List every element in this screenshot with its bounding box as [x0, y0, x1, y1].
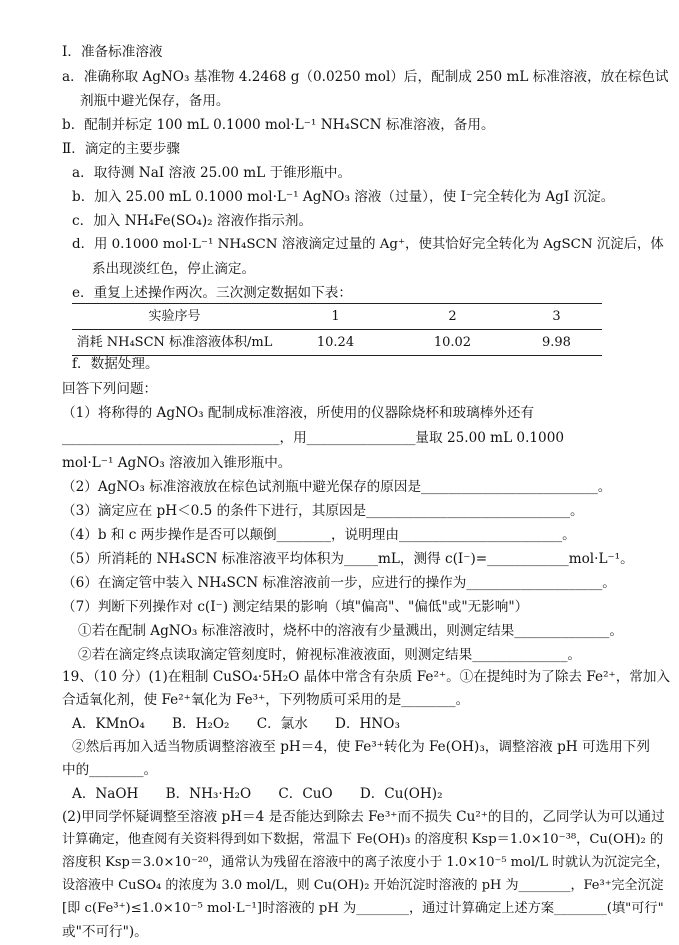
question-6: （6）在滴定管中装入 NH₄SCN 标准溶液前一步，应进行的操作为____________________。: [62, 575, 616, 591]
table-header-cell: 3: [552, 308, 561, 324]
problem-19-options-2: A．NaOH B．NH₃·H₂O C．CuO D．Cu(OH)₂: [72, 786, 443, 802]
question-7-part-2: ②若在滴定终点读取滴定管刻度时，俯视标准液液面，则测定结果______________。: [78, 647, 581, 663]
problem-19-part-2-line-2: 计算确定，他查阅有关资料得到如下数据，常温下 Fe(OH)₃ 的溶度积 Ksp＝1.0×10⁻³⁸，Cu(OH)₂ 的: [62, 832, 664, 847]
question-4: （4）b 和 c 两步操作是否可以颠倒________，说明理由________________________。: [62, 527, 576, 543]
step-1a-cont: 剂瓶中避光保存，备用。: [80, 93, 230, 109]
table-header-row: [72, 304, 602, 330]
problem-19-part-2-line-6: 或"不可行")。: [62, 924, 148, 940]
table-header-cell: 1: [331, 308, 340, 324]
section-1-heading: Ⅰ．准备标准溶液: [62, 44, 163, 60]
titration-data-table: [72, 303, 602, 356]
problem-19-part-2-line-3: 溶度积 Ksp＝3.0×10⁻²⁰，通常认为残留在溶液中的离子浓度小于 1.0×10⁻⁵ mol/L 时就认为沉淀完全，: [62, 855, 670, 870]
table-header-cell: 实验序号: [148, 308, 201, 324]
question-1-cont: mol·L⁻¹ AgNO₃ 溶液加入锥形瓶中。: [62, 455, 292, 471]
table-cell: 10.02: [433, 334, 472, 350]
question-1: （1）将称得的 AgNO₃ 配制成标准溶液，所使用的仪器除烧杯和玻璃棒外还有: [62, 405, 535, 421]
step-2e: e．重复上述操作两次。三次测定数据如下表：: [72, 285, 352, 301]
step-1a: a．准确称取 AgNO₃ 基准物 4.2468 g（0.0250 mol）后，配制成 250 mL 标准溶液，放在棕色试: [62, 69, 669, 85]
table-cell: 10.24: [316, 334, 355, 350]
step-2c: c．加入 NH₄Fe(SO₄)₂ 溶液作指示剂。: [72, 213, 313, 229]
question-2: （2）AgNO₃ 标准溶液放在棕色试剂瓶中避光保存的原因是__________________________。: [62, 479, 612, 495]
question-7-part-1: ①若在配制 AgNO₃ 标准溶液时，烧杯中的溶液有少量溅出，则测定结果______________。: [78, 623, 624, 639]
table-header-cell: 2: [448, 308, 457, 324]
problem-19-part-2-line-4: 设溶液中 CuSO₄ 的浓度为 3.0 mol/L，则 Cu(OH)₂ 开始沉淀时溶液的 pH 为________，Fe³⁺完全沉淀: [62, 878, 664, 893]
step-2f: f．数据处理。: [72, 356, 159, 372]
problem-19-step-2: ②然后再加入适当物质调整溶液至 pH＝4，使 Fe³⁺转化为 Fe(OH)₃，调整溶液 pH 可选用下列: [72, 739, 650, 755]
problem-19-part-2: (2)甲同学怀疑调整至溶液 pH＝4 是否能达到除去 Fe³⁺而不损失 Cu²⁺的目的，乙同学认为可以通过: [62, 809, 665, 825]
questions-intro: 回答下列问题：: [62, 381, 158, 397]
problem-19-step-2-cont: 中的________。: [62, 762, 158, 778]
table-row-label: 消耗 NH₄SCN 标准溶液体积/mL: [76, 334, 273, 350]
table-row: [72, 330, 602, 356]
step-1b: b．配制并标定 100 mL 0.1000 mol·L⁻¹ NH₄SCN 标准溶液，备用。: [62, 117, 495, 133]
question-1-blanks: ________________________________，用________________量取 25.00 mL 0.1000: [62, 430, 564, 446]
step-2d-cont: 系出现淡红色，停止滴定。: [92, 261, 256, 277]
step-2a: a．取待测 NaI 溶液 25.00 mL 于锥形瓶中。: [72, 165, 352, 181]
problem-19-intro-cont: 合适氧化剂，使 Fe²⁺氧化为 Fe³⁺，下列物质可采用的是________。: [62, 692, 470, 708]
question-5: （5）所消耗的 NH₄SCN 标准溶液平均体积为_____mL，测得 c(I⁻)=____________mol·L⁻¹。: [62, 551, 634, 567]
problem-19-intro: 19、（10 分）(1)在粗制 CuSO₄·5H₂O 晶体中常含有杂质 Fe²⁺。①在提纯时为了除去 Fe²⁺，常加入: [62, 669, 671, 685]
step-2b: b．加入 25.00 mL 0.1000 mol·L⁻¹ AgNO₃ 溶液（过量），使 I⁻完全转化为 AgI 沉淀。: [72, 189, 615, 205]
section-2-heading: Ⅱ．滴定的主要步骤: [62, 141, 180, 157]
problem-19-options-1: A．KMnO₄ B．H₂O₂ C．氯水 D．HNO₃: [72, 716, 400, 732]
problem-19-part-2-line-5: [即 c(Fe³⁺)≤1.0×10⁻⁵ mol·L⁻¹]时溶液的 pH 为________，通过计算确定上述方案________(填"可行": [62, 901, 664, 916]
step-2d: d．用 0.1000 mol·L⁻¹ NH₄SCN 溶液滴定过量的 Ag⁺，使其恰好完全转化为 AgSCN 沉淀后，体: [72, 237, 664, 252]
question-3: （3）滴定应在 pH＜0.5 的条件下进行，其原因是______________________________。: [62, 503, 584, 519]
question-7: （7）判断下列操作对 c(I⁻) 测定结果的影响（填"偏高"、"偏低"或"无影响"）: [62, 599, 529, 615]
table-cell: 9.98: [542, 334, 571, 350]
